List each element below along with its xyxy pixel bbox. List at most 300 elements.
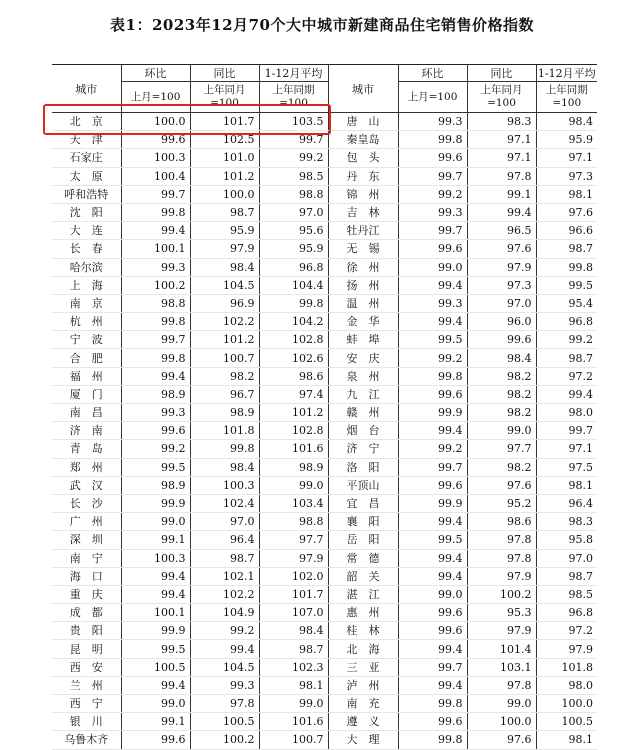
- city-cell-right: 泸 州: [328, 676, 398, 694]
- mom-cell-right: 99.7: [398, 658, 467, 676]
- yoy-cell-right: 98.3: [467, 113, 536, 131]
- mom-cell-right: 99.6: [398, 240, 467, 258]
- yoy-cell-right: 97.8: [467, 167, 536, 185]
- avg-cell-left: 95.9: [259, 240, 328, 258]
- yoy-cell-right: 101.4: [467, 640, 536, 658]
- table-row: [52, 113, 597, 131]
- yoy-cell-left: 100.5: [190, 713, 259, 731]
- mom-subheader-right: 上月=100: [398, 82, 467, 113]
- mom-cell-left: 99.4: [121, 222, 190, 240]
- avg-cell-left: 99.8: [259, 294, 328, 312]
- mom-cell-left: 99.7: [121, 331, 190, 349]
- city-cell-right: 南 充: [328, 695, 398, 713]
- table-row: [52, 185, 597, 203]
- mom-cell-right: 99.0: [398, 258, 467, 276]
- avg-subheader-right: 上年同期=100: [536, 82, 597, 113]
- city-header-left: 城市: [52, 65, 121, 113]
- avg-cell-left: 99.7: [259, 131, 328, 149]
- table-row: [52, 240, 597, 258]
- city-cell-right: 包 头: [328, 149, 398, 167]
- yoy-cell-left: 104.9: [190, 604, 259, 622]
- avg-cell-right: 97.1: [536, 440, 597, 458]
- avg-cell-right: 97.0: [536, 549, 597, 567]
- city-cell-right: 吉 林: [328, 203, 398, 221]
- yoy-cell-right: 97.8: [467, 676, 536, 694]
- yoy-cell-right: 97.6: [467, 476, 536, 494]
- mom-cell-left: 99.2: [121, 440, 190, 458]
- avg-cell-right: 98.0: [536, 404, 597, 422]
- avg-header-left: 1-12月平均: [259, 65, 328, 82]
- city-cell-left: 贵 阳: [52, 622, 121, 640]
- city-cell-left: 兰 州: [52, 676, 121, 694]
- mom-header-left: 环比: [121, 65, 190, 82]
- avg-cell-left: 97.7: [259, 531, 328, 549]
- city-cell-left: 成 都: [52, 604, 121, 622]
- avg-cell-right: 97.5: [536, 458, 597, 476]
- mom-cell-right: 99.2: [398, 185, 467, 203]
- mom-cell-right: 99.0: [398, 585, 467, 603]
- table-row: [52, 203, 597, 221]
- table-row: [52, 331, 597, 349]
- avg-cell-right: 96.8: [536, 313, 597, 331]
- mom-cell-right: 99.4: [398, 567, 467, 585]
- avg-cell-right: 98.5: [536, 585, 597, 603]
- city-cell-right: 常 德: [328, 549, 398, 567]
- mom-cell-right: 99.5: [398, 331, 467, 349]
- city-cell-right: 岳 阳: [328, 531, 398, 549]
- mom-cell-right: 99.2: [398, 349, 467, 367]
- yoy-cell-left: 101.7: [190, 113, 259, 131]
- city-cell-left: 海 口: [52, 567, 121, 585]
- avg-cell-right: 101.8: [536, 658, 597, 676]
- avg-cell-left: 102.8: [259, 422, 328, 440]
- city-cell-left: 重 庆: [52, 585, 121, 603]
- city-cell-left: 沈 阳: [52, 203, 121, 221]
- yoy-cell-left: 99.3: [190, 676, 259, 694]
- yoy-cell-right: 103.1: [467, 658, 536, 676]
- yoy-cell-left: 100.3: [190, 476, 259, 494]
- city-cell-left: 上 海: [52, 276, 121, 294]
- city-cell-left: 广 州: [52, 513, 121, 531]
- mom-cell-left: 99.0: [121, 513, 190, 531]
- yoy-cell-left: 98.7: [190, 203, 259, 221]
- yoy-cell-left: 100.0: [190, 185, 259, 203]
- table-row: [52, 494, 597, 512]
- mom-cell-left: 99.9: [121, 494, 190, 512]
- avg-cell-left: 97.4: [259, 385, 328, 403]
- avg-cell-right: 98.7: [536, 240, 597, 258]
- city-cell-right: 唐 山: [328, 113, 398, 131]
- mom-cell-left: 100.0: [121, 113, 190, 131]
- city-cell-left: 南 京: [52, 294, 121, 312]
- yoy-cell-left: 97.9: [190, 240, 259, 258]
- mom-cell-right: 99.6: [398, 713, 467, 731]
- mom-cell-right: 99.7: [398, 458, 467, 476]
- avg-cell-left: 101.7: [259, 585, 328, 603]
- city-cell-right: 赣 州: [328, 404, 398, 422]
- city-cell-right: 襄 阳: [328, 513, 398, 531]
- yoy-cell-right: 99.0: [467, 695, 536, 713]
- mom-cell-left: 99.3: [121, 404, 190, 422]
- city-cell-left: 银 川: [52, 713, 121, 731]
- mom-cell-left: 99.8: [121, 349, 190, 367]
- yoy-cell-left: 97.8: [190, 695, 259, 713]
- city-cell-right: 宜 昌: [328, 494, 398, 512]
- yoy-cell-left: 101.2: [190, 167, 259, 185]
- city-cell-right: 大 理: [328, 731, 398, 749]
- yoy-cell-right: 96.0: [467, 313, 536, 331]
- mom-cell-right: 99.4: [398, 276, 467, 294]
- city-cell-right: 韶 关: [328, 567, 398, 585]
- table-row: [52, 549, 597, 567]
- mom-cell-left: 100.1: [121, 604, 190, 622]
- yoy-cell-left: 102.1: [190, 567, 259, 585]
- yoy-cell-left: 99.4: [190, 640, 259, 658]
- city-cell-right: 扬 州: [328, 276, 398, 294]
- yoy-cell-right: 98.6: [467, 513, 536, 531]
- table-row: [52, 513, 597, 531]
- mom-cell-left: 99.9: [121, 622, 190, 640]
- city-cell-left: 哈尔滨: [52, 258, 121, 276]
- avg-cell-left: 98.4: [259, 622, 328, 640]
- yoy-cell-right: 99.4: [467, 203, 536, 221]
- mom-cell-right: 99.7: [398, 167, 467, 185]
- mom-cell-right: 99.6: [398, 476, 467, 494]
- mom-cell-right: 99.4: [398, 513, 467, 531]
- mom-cell-left: 100.3: [121, 549, 190, 567]
- yoy-cell-left: 100.2: [190, 731, 259, 749]
- avg-cell-right: 96.6: [536, 222, 597, 240]
- yoy-subheader-left: 上年同月=100: [190, 82, 259, 113]
- yoy-cell-left: 95.9: [190, 222, 259, 240]
- city-cell-right: 温 州: [328, 294, 398, 312]
- city-cell-left: 武 汉: [52, 476, 121, 494]
- yoy-cell-left: 96.7: [190, 385, 259, 403]
- city-cell-right: 锦 州: [328, 185, 398, 203]
- avg-cell-right: 95.4: [536, 294, 597, 312]
- city-cell-left: 福 州: [52, 367, 121, 385]
- city-cell-left: 长 春: [52, 240, 121, 258]
- yoy-cell-left: 102.2: [190, 585, 259, 603]
- avg-cell-right: 96.8: [536, 604, 597, 622]
- mom-cell-left: 99.1: [121, 531, 190, 549]
- avg-cell-right: 97.9: [536, 640, 597, 658]
- yoy-cell-left: 96.4: [190, 531, 259, 549]
- mom-cell-left: 100.3: [121, 149, 190, 167]
- mom-cell-left: 99.6: [121, 731, 190, 749]
- city-cell-right: 安 庆: [328, 349, 398, 367]
- table-row: [52, 222, 597, 240]
- avg-cell-right: 95.9: [536, 131, 597, 149]
- table-row: [52, 167, 597, 185]
- mom-cell-left: 98.9: [121, 476, 190, 494]
- table-row: [52, 567, 597, 585]
- avg-cell-left: 95.6: [259, 222, 328, 240]
- avg-cell-left: 98.1: [259, 676, 328, 694]
- yoy-cell-right: 98.4: [467, 349, 536, 367]
- mom-cell-right: 99.8: [398, 367, 467, 385]
- yoy-cell-right: 95.2: [467, 494, 536, 512]
- avg-cell-left: 101.6: [259, 440, 328, 458]
- table-row: [52, 476, 597, 494]
- avg-cell-left: 98.9: [259, 458, 328, 476]
- avg-cell-left: 103.5: [259, 113, 328, 131]
- table-row: [52, 604, 597, 622]
- city-cell-left: 宁 波: [52, 331, 121, 349]
- city-cell-right: 湛 江: [328, 585, 398, 603]
- mom-cell-right: 99.9: [398, 494, 467, 512]
- yoy-cell-left: 98.7: [190, 549, 259, 567]
- yoy-cell-left: 102.4: [190, 494, 259, 512]
- avg-cell-right: 98.0: [536, 676, 597, 694]
- avg-cell-left: 102.6: [259, 349, 328, 367]
- yoy-cell-right: 97.8: [467, 531, 536, 549]
- table-row: [52, 258, 597, 276]
- mom-cell-right: 99.8: [398, 731, 467, 749]
- mom-cell-right: 99.4: [398, 422, 467, 440]
- yoy-cell-left: 101.2: [190, 331, 259, 349]
- city-cell-right: 洛 阳: [328, 458, 398, 476]
- city-cell-left: 杭 州: [52, 313, 121, 331]
- city-cell-left: 合 肥: [52, 349, 121, 367]
- city-cell-left: 石家庄: [52, 149, 121, 167]
- mom-cell-right: 99.2: [398, 440, 467, 458]
- city-cell-left: 长 沙: [52, 494, 121, 512]
- city-cell-left: 乌鲁木齐: [52, 731, 121, 749]
- mom-cell-left: 99.5: [121, 640, 190, 658]
- yoy-cell-right: 97.9: [467, 622, 536, 640]
- yoy-cell-right: 100.0: [467, 713, 536, 731]
- table-row: [52, 622, 597, 640]
- mom-cell-right: 99.6: [398, 385, 467, 403]
- yoy-cell-right: 95.3: [467, 604, 536, 622]
- mom-cell-right: 99.6: [398, 604, 467, 622]
- price-index-table: [52, 64, 597, 750]
- mom-cell-left: 99.8: [121, 313, 190, 331]
- yoy-cell-right: 97.0: [467, 294, 536, 312]
- yoy-cell-right: 98.2: [467, 367, 536, 385]
- yoy-cell-right: 97.6: [467, 731, 536, 749]
- avg-cell-left: 98.8: [259, 513, 328, 531]
- city-cell-right: 蚌 埠: [328, 331, 398, 349]
- avg-cell-right: 98.7: [536, 567, 597, 585]
- mom-cell-left: 99.0: [121, 695, 190, 713]
- avg-cell-right: 100.0: [536, 695, 597, 713]
- yoy-cell-right: 98.2: [467, 458, 536, 476]
- avg-cell-right: 98.4: [536, 113, 597, 131]
- avg-cell-left: 104.2: [259, 313, 328, 331]
- yoy-cell-left: 99.2: [190, 622, 259, 640]
- city-cell-right: 平顶山: [328, 476, 398, 494]
- table-row: [52, 367, 597, 385]
- city-cell-right: 惠 州: [328, 604, 398, 622]
- city-cell-left: 青 岛: [52, 440, 121, 458]
- yoy-cell-left: 104.5: [190, 658, 259, 676]
- avg-cell-right: 99.4: [536, 385, 597, 403]
- city-cell-left: 太 原: [52, 167, 121, 185]
- avg-cell-right: 96.4: [536, 494, 597, 512]
- mom-cell-right: 99.4: [398, 313, 467, 331]
- avg-cell-right: 98.1: [536, 476, 597, 494]
- mom-cell-right: 99.8: [398, 695, 467, 713]
- yoy-cell-right: 97.9: [467, 258, 536, 276]
- table-row: [52, 149, 597, 167]
- yoy-header-right: 同比: [467, 65, 536, 82]
- avg-cell-left: 98.5: [259, 167, 328, 185]
- avg-cell-right: 99.5: [536, 276, 597, 294]
- avg-cell-right: 97.2: [536, 367, 597, 385]
- mom-cell-left: 99.4: [121, 567, 190, 585]
- mom-cell-left: 99.4: [121, 585, 190, 603]
- avg-cell-left: 102.8: [259, 331, 328, 349]
- mom-cell-left: 100.5: [121, 658, 190, 676]
- yoy-cell-right: 96.5: [467, 222, 536, 240]
- table-row: [52, 658, 597, 676]
- yoy-cell-left: 101.0: [190, 149, 259, 167]
- table-row: [52, 276, 597, 294]
- city-cell-right: 济 宁: [328, 440, 398, 458]
- mom-cell-right: 99.5: [398, 531, 467, 549]
- yoy-cell-left: 97.0: [190, 513, 259, 531]
- city-cell-right: 秦皇岛: [328, 131, 398, 149]
- mom-subheader-left: 上月=100: [121, 82, 190, 113]
- avg-cell-left: 98.7: [259, 640, 328, 658]
- avg-cell-right: 97.2: [536, 622, 597, 640]
- avg-cell-left: 102.0: [259, 567, 328, 585]
- table-row: [52, 640, 597, 658]
- table-title: 表1：2023年12月70个大中城市新建商品住宅销售价格指数: [110, 16, 534, 34]
- avg-cell-right: 95.8: [536, 531, 597, 549]
- yoy-cell-right: 100.2: [467, 585, 536, 603]
- city-cell-left: 呼和浩特: [52, 185, 121, 203]
- avg-cell-right: 99.8: [536, 258, 597, 276]
- yoy-cell-right: 97.9: [467, 567, 536, 585]
- mom-cell-right: 99.3: [398, 203, 467, 221]
- mom-cell-right: 99.4: [398, 549, 467, 567]
- mom-cell-right: 99.4: [398, 640, 467, 658]
- yoy-cell-left: 96.9: [190, 294, 259, 312]
- table-row: [52, 531, 597, 549]
- yoy-cell-right: 99.0: [467, 422, 536, 440]
- mom-cell-right: 99.7: [398, 222, 467, 240]
- city-cell-right: 三 亚: [328, 658, 398, 676]
- city-cell-left: 北 京: [52, 113, 121, 131]
- yoy-header-left: 同比: [190, 65, 259, 82]
- table-row: [52, 713, 597, 731]
- yoy-cell-left: 101.8: [190, 422, 259, 440]
- avg-cell-left: 100.7: [259, 731, 328, 749]
- table-row: [52, 131, 597, 149]
- city-cell-right: 泉 州: [328, 367, 398, 385]
- avg-cell-left: 98.6: [259, 367, 328, 385]
- yoy-cell-right: 97.6: [467, 240, 536, 258]
- avg-cell-left: 101.6: [259, 713, 328, 731]
- city-cell-right: 徐 州: [328, 258, 398, 276]
- mom-cell-left: 100.1: [121, 240, 190, 258]
- yoy-cell-left: 100.7: [190, 349, 259, 367]
- table-row: [52, 404, 597, 422]
- yoy-cell-right: 99.1: [467, 185, 536, 203]
- yoy-cell-left: 98.2: [190, 367, 259, 385]
- avg-cell-right: 97.3: [536, 167, 597, 185]
- avg-cell-right: 99.2: [536, 331, 597, 349]
- avg-cell-left: 102.3: [259, 658, 328, 676]
- mom-cell-right: 99.4: [398, 676, 467, 694]
- table-row: [52, 422, 597, 440]
- avg-cell-left: 97.9: [259, 549, 328, 567]
- table-row: [52, 313, 597, 331]
- yoy-cell-left: 98.4: [190, 258, 259, 276]
- yoy-subheader-right: 上年同月=100: [467, 82, 536, 113]
- mom-cell-left: 99.4: [121, 367, 190, 385]
- avg-cell-left: 103.4: [259, 494, 328, 512]
- city-cell-left: 南 昌: [52, 404, 121, 422]
- table-row: [52, 385, 597, 403]
- avg-cell-right: 100.5: [536, 713, 597, 731]
- city-header-right: 城市: [328, 65, 398, 113]
- city-cell-right: 桂 林: [328, 622, 398, 640]
- avg-cell-left: 101.2: [259, 404, 328, 422]
- mom-header-right: 环比: [398, 65, 467, 82]
- mom-cell-left: 100.2: [121, 276, 190, 294]
- yoy-cell-right: 97.7: [467, 440, 536, 458]
- mom-cell-left: 99.4: [121, 676, 190, 694]
- city-cell-left: 郑 州: [52, 458, 121, 476]
- mom-cell-right: 99.8: [398, 131, 467, 149]
- city-cell-left: 天 津: [52, 131, 121, 149]
- avg-cell-right: 98.1: [536, 185, 597, 203]
- city-cell-right: 丹 东: [328, 167, 398, 185]
- yoy-cell-left: 98.4: [190, 458, 259, 476]
- yoy-cell-right: 97.8: [467, 549, 536, 567]
- yoy-cell-left: 99.8: [190, 440, 259, 458]
- yoy-cell-right: 98.2: [467, 385, 536, 403]
- mom-cell-left: 99.7: [121, 185, 190, 203]
- city-cell-right: 北 海: [328, 640, 398, 658]
- city-cell-right: 烟 台: [328, 422, 398, 440]
- city-cell-left: 深 圳: [52, 531, 121, 549]
- city-cell-left: 昆 明: [52, 640, 121, 658]
- yoy-cell-right: 97.3: [467, 276, 536, 294]
- city-cell-right: 无 锡: [328, 240, 398, 258]
- mom-cell-right: 99.9: [398, 404, 467, 422]
- city-cell-left: 大 连: [52, 222, 121, 240]
- mom-cell-right: 99.6: [398, 149, 467, 167]
- table-row: [52, 585, 597, 603]
- mom-cell-right: 99.3: [398, 294, 467, 312]
- mom-cell-right: 99.6: [398, 622, 467, 640]
- city-cell-left: 西 安: [52, 658, 121, 676]
- avg-cell-left: 107.0: [259, 604, 328, 622]
- mom-cell-left: 99.8: [121, 203, 190, 221]
- yoy-cell-left: 102.5: [190, 131, 259, 149]
- yoy-cell-left: 102.2: [190, 313, 259, 331]
- yoy-cell-right: 99.6: [467, 331, 536, 349]
- mom-cell-right: 99.3: [398, 113, 467, 131]
- city-cell-left: 济 南: [52, 422, 121, 440]
- table-row: [52, 294, 597, 312]
- yoy-cell-right: 98.2: [467, 404, 536, 422]
- avg-cell-left: 99.2: [259, 149, 328, 167]
- avg-cell-left: 99.0: [259, 695, 328, 713]
- mom-cell-left: 99.6: [121, 422, 190, 440]
- avg-subheader-left: 上年同期=100: [259, 82, 328, 113]
- mom-cell-left: 99.1: [121, 713, 190, 731]
- city-cell-right: 九 江: [328, 385, 398, 403]
- mom-cell-left: 100.4: [121, 167, 190, 185]
- avg-cell-left: 98.8: [259, 185, 328, 203]
- avg-cell-left: 97.0: [259, 203, 328, 221]
